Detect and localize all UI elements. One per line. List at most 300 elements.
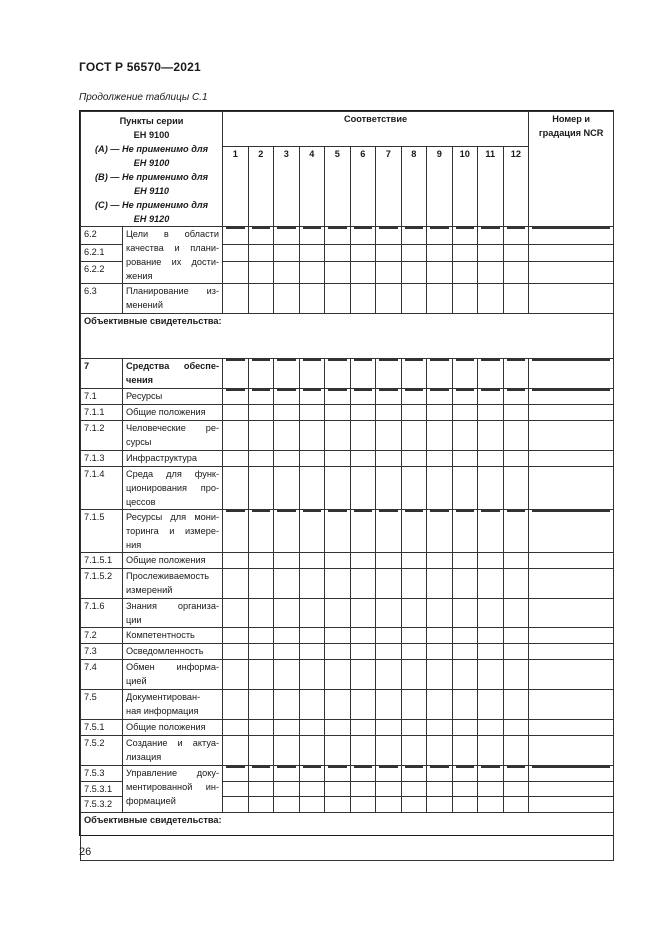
conformity-cell[interactable] xyxy=(452,553,478,569)
conformity-cell[interactable] xyxy=(274,389,300,405)
conformity-cell[interactable] xyxy=(401,720,427,736)
conformity-cell[interactable] xyxy=(376,553,402,569)
conformity-cell[interactable] xyxy=(248,599,274,628)
conformity-cell[interactable] xyxy=(478,421,504,451)
conformity-cell[interactable] xyxy=(503,553,529,569)
ncr-cell[interactable] xyxy=(529,451,614,467)
conformity-cell[interactable] xyxy=(350,359,376,389)
conformity-cell[interactable] xyxy=(503,244,529,261)
conformity-cell[interactable] xyxy=(299,451,325,467)
ncr-cell[interactable] xyxy=(529,736,614,766)
conformity-cell[interactable] xyxy=(223,628,249,644)
conformity-cell[interactable] xyxy=(452,628,478,644)
conformity-cell[interactable] xyxy=(503,227,529,245)
conformity-cell[interactable] xyxy=(376,628,402,644)
conformity-cell[interactable] xyxy=(478,284,504,314)
conformity-cell[interactable] xyxy=(376,690,402,720)
conformity-cell[interactable] xyxy=(427,244,453,261)
conformity-cell[interactable] xyxy=(401,553,427,569)
conformity-cell[interactable] xyxy=(223,510,249,553)
conformity-cell[interactable] xyxy=(452,389,478,405)
ncr-cell[interactable] xyxy=(529,797,614,813)
conformity-cell[interactable] xyxy=(223,569,249,599)
ncr-cell[interactable] xyxy=(529,261,614,283)
conformity-cell[interactable] xyxy=(427,451,453,467)
conformity-cell[interactable] xyxy=(427,227,453,245)
conformity-cell[interactable] xyxy=(452,660,478,690)
conformity-cell[interactable] xyxy=(503,467,529,510)
conformity-cell[interactable] xyxy=(223,421,249,451)
conformity-cell[interactable] xyxy=(503,389,529,405)
conformity-cell[interactable] xyxy=(350,690,376,720)
conformity-cell[interactable] xyxy=(248,766,274,782)
conformity-cell[interactable] xyxy=(248,389,274,405)
conformity-cell[interactable] xyxy=(376,421,402,451)
conformity-cell[interactable] xyxy=(299,797,325,813)
conformity-cell[interactable] xyxy=(401,261,427,283)
conformity-cell[interactable] xyxy=(503,720,529,736)
conformity-cell[interactable] xyxy=(325,389,351,405)
conformity-cell[interactable] xyxy=(248,451,274,467)
conformity-cell[interactable] xyxy=(452,644,478,660)
conformity-cell[interactable] xyxy=(299,261,325,283)
conformity-cell[interactable] xyxy=(274,628,300,644)
conformity-cell[interactable] xyxy=(299,660,325,690)
conformity-cell[interactable] xyxy=(325,405,351,421)
conformity-cell[interactable] xyxy=(274,405,300,421)
conformity-cell[interactable] xyxy=(376,467,402,510)
conformity-cell[interactable] xyxy=(478,261,504,283)
conformity-cell[interactable] xyxy=(299,736,325,766)
conformity-cell[interactable] xyxy=(223,690,249,720)
conformity-cell[interactable] xyxy=(376,569,402,599)
conformity-cell[interactable] xyxy=(299,227,325,245)
conformity-cell[interactable] xyxy=(350,720,376,736)
conformity-cell[interactable] xyxy=(350,451,376,467)
conformity-cell[interactable] xyxy=(503,736,529,766)
conformity-cell[interactable] xyxy=(223,227,249,245)
conformity-cell[interactable] xyxy=(452,766,478,782)
conformity-cell[interactable] xyxy=(223,389,249,405)
conformity-cell[interactable] xyxy=(248,405,274,421)
conformity-cell[interactable] xyxy=(478,227,504,245)
conformity-cell[interactable] xyxy=(401,599,427,628)
conformity-cell[interactable] xyxy=(223,797,249,813)
conformity-cell[interactable] xyxy=(478,599,504,628)
conformity-cell[interactable] xyxy=(350,628,376,644)
conformity-cell[interactable] xyxy=(274,660,300,690)
conformity-cell[interactable] xyxy=(248,569,274,599)
conformity-cell[interactable] xyxy=(248,284,274,314)
ncr-cell[interactable] xyxy=(529,720,614,736)
ncr-cell[interactable] xyxy=(529,569,614,599)
conformity-cell[interactable] xyxy=(503,451,529,467)
ncr-cell[interactable] xyxy=(529,389,614,405)
conformity-cell[interactable] xyxy=(478,766,504,782)
conformity-cell[interactable] xyxy=(427,736,453,766)
conformity-cell[interactable] xyxy=(452,569,478,599)
conformity-cell[interactable] xyxy=(325,797,351,813)
conformity-cell[interactable] xyxy=(427,421,453,451)
conformity-cell[interactable] xyxy=(248,797,274,813)
conformity-cell[interactable] xyxy=(299,766,325,782)
conformity-cell[interactable] xyxy=(350,553,376,569)
conformity-cell[interactable] xyxy=(325,284,351,314)
conformity-cell[interactable] xyxy=(401,244,427,261)
conformity-cell[interactable] xyxy=(478,736,504,766)
conformity-cell[interactable] xyxy=(350,782,376,797)
conformity-cell[interactable] xyxy=(478,405,504,421)
ncr-cell[interactable] xyxy=(529,405,614,421)
conformity-cell[interactable] xyxy=(503,797,529,813)
conformity-cell[interactable] xyxy=(401,644,427,660)
conformity-cell[interactable] xyxy=(427,766,453,782)
conformity-cell[interactable] xyxy=(503,644,529,660)
conformity-cell[interactable] xyxy=(325,227,351,245)
conformity-cell[interactable] xyxy=(401,510,427,553)
conformity-cell[interactable] xyxy=(248,421,274,451)
conformity-cell[interactable] xyxy=(452,244,478,261)
conformity-cell[interactable] xyxy=(248,467,274,510)
conformity-cell[interactable] xyxy=(427,660,453,690)
conformity-cell[interactable] xyxy=(401,766,427,782)
conformity-cell[interactable] xyxy=(376,644,402,660)
conformity-cell[interactable] xyxy=(274,421,300,451)
conformity-cell[interactable] xyxy=(248,510,274,553)
ncr-cell[interactable] xyxy=(529,227,614,245)
conformity-cell[interactable] xyxy=(376,451,402,467)
conformity-cell[interactable] xyxy=(350,644,376,660)
conformity-cell[interactable] xyxy=(478,553,504,569)
conformity-cell[interactable] xyxy=(274,599,300,628)
conformity-cell[interactable] xyxy=(325,782,351,797)
conformity-cell[interactable] xyxy=(452,782,478,797)
objective-evidence-label[interactable]: Объективные свидетельства: xyxy=(81,813,614,861)
conformity-cell[interactable] xyxy=(401,660,427,690)
conformity-cell[interactable] xyxy=(274,569,300,599)
conformity-cell[interactable] xyxy=(376,720,402,736)
conformity-cell[interactable] xyxy=(452,405,478,421)
conformity-cell[interactable] xyxy=(478,782,504,797)
conformity-cell[interactable] xyxy=(401,421,427,451)
conformity-cell[interactable] xyxy=(350,261,376,283)
conformity-cell[interactable] xyxy=(452,599,478,628)
conformity-cell[interactable] xyxy=(274,261,300,283)
ncr-cell[interactable] xyxy=(529,510,614,553)
conformity-cell[interactable] xyxy=(248,736,274,766)
conformity-cell[interactable] xyxy=(274,782,300,797)
conformity-cell[interactable] xyxy=(503,261,529,283)
conformity-cell[interactable] xyxy=(427,628,453,644)
conformity-cell[interactable] xyxy=(478,690,504,720)
conformity-cell[interactable] xyxy=(274,510,300,553)
conformity-cell[interactable] xyxy=(223,359,249,389)
conformity-cell[interactable] xyxy=(223,644,249,660)
conformity-cell[interactable] xyxy=(325,359,351,389)
conformity-cell[interactable] xyxy=(478,244,504,261)
conformity-cell[interactable] xyxy=(299,553,325,569)
conformity-cell[interactable] xyxy=(325,660,351,690)
conformity-cell[interactable] xyxy=(376,782,402,797)
conformity-cell[interactable] xyxy=(503,284,529,314)
ncr-cell[interactable] xyxy=(529,628,614,644)
conformity-cell[interactable] xyxy=(274,553,300,569)
conformity-cell[interactable] xyxy=(325,261,351,283)
conformity-cell[interactable] xyxy=(427,284,453,314)
conformity-cell[interactable] xyxy=(376,510,402,553)
conformity-cell[interactable] xyxy=(401,359,427,389)
conformity-cell[interactable] xyxy=(376,261,402,283)
conformity-cell[interactable] xyxy=(223,766,249,782)
conformity-cell[interactable] xyxy=(376,227,402,245)
conformity-cell[interactable] xyxy=(223,660,249,690)
conformity-cell[interactable] xyxy=(452,227,478,245)
conformity-cell[interactable] xyxy=(376,284,402,314)
conformity-cell[interactable] xyxy=(427,690,453,720)
conformity-cell[interactable] xyxy=(401,405,427,421)
conformity-cell[interactable] xyxy=(274,359,300,389)
conformity-cell[interactable] xyxy=(478,628,504,644)
conformity-cell[interactable] xyxy=(223,599,249,628)
conformity-cell[interactable] xyxy=(503,569,529,599)
conformity-cell[interactable] xyxy=(503,660,529,690)
conformity-cell[interactable] xyxy=(427,405,453,421)
conformity-cell[interactable] xyxy=(325,720,351,736)
conformity-cell[interactable] xyxy=(427,467,453,510)
conformity-cell[interactable] xyxy=(274,720,300,736)
conformity-cell[interactable] xyxy=(478,359,504,389)
conformity-cell[interactable] xyxy=(223,467,249,510)
conformity-cell[interactable] xyxy=(376,599,402,628)
conformity-cell[interactable] xyxy=(274,644,300,660)
conformity-cell[interactable] xyxy=(427,389,453,405)
conformity-cell[interactable] xyxy=(478,660,504,690)
conformity-cell[interactable] xyxy=(350,467,376,510)
conformity-cell[interactable] xyxy=(248,720,274,736)
conformity-cell[interactable] xyxy=(452,736,478,766)
conformity-cell[interactable] xyxy=(427,359,453,389)
conformity-cell[interactable] xyxy=(376,736,402,766)
conformity-cell[interactable] xyxy=(503,599,529,628)
conformity-cell[interactable] xyxy=(427,644,453,660)
conformity-cell[interactable] xyxy=(274,766,300,782)
conformity-cell[interactable] xyxy=(452,261,478,283)
conformity-cell[interactable] xyxy=(350,389,376,405)
conformity-cell[interactable] xyxy=(478,569,504,599)
conformity-cell[interactable] xyxy=(376,766,402,782)
conformity-cell[interactable] xyxy=(299,644,325,660)
conformity-cell[interactable] xyxy=(401,451,427,467)
conformity-cell[interactable] xyxy=(376,797,402,813)
conformity-cell[interactable] xyxy=(427,553,453,569)
conformity-cell[interactable] xyxy=(223,261,249,283)
conformity-cell[interactable] xyxy=(325,451,351,467)
conformity-cell[interactable] xyxy=(248,628,274,644)
conformity-cell[interactable] xyxy=(350,405,376,421)
conformity-cell[interactable] xyxy=(350,599,376,628)
conformity-cell[interactable] xyxy=(503,421,529,451)
conformity-cell[interactable] xyxy=(427,797,453,813)
ncr-cell[interactable] xyxy=(529,644,614,660)
conformity-cell[interactable] xyxy=(325,244,351,261)
ncr-cell[interactable] xyxy=(529,766,614,782)
conformity-cell[interactable] xyxy=(248,782,274,797)
conformity-cell[interactable] xyxy=(299,467,325,510)
conformity-cell[interactable] xyxy=(274,227,300,245)
conformity-cell[interactable] xyxy=(223,720,249,736)
ncr-cell[interactable] xyxy=(529,421,614,451)
conformity-cell[interactable] xyxy=(427,569,453,599)
conformity-cell[interactable] xyxy=(427,720,453,736)
conformity-cell[interactable] xyxy=(452,467,478,510)
conformity-cell[interactable] xyxy=(376,660,402,690)
ncr-cell[interactable] xyxy=(529,660,614,690)
conformity-cell[interactable] xyxy=(223,405,249,421)
conformity-cell[interactable] xyxy=(401,467,427,510)
conformity-cell[interactable] xyxy=(350,421,376,451)
conformity-cell[interactable] xyxy=(478,720,504,736)
conformity-cell[interactable] xyxy=(248,660,274,690)
conformity-cell[interactable] xyxy=(299,569,325,599)
conformity-cell[interactable] xyxy=(452,421,478,451)
ncr-cell[interactable] xyxy=(529,782,614,797)
conformity-cell[interactable] xyxy=(376,389,402,405)
conformity-cell[interactable] xyxy=(223,244,249,261)
conformity-cell[interactable] xyxy=(376,359,402,389)
conformity-cell[interactable] xyxy=(452,284,478,314)
conformity-cell[interactable] xyxy=(223,553,249,569)
conformity-cell[interactable] xyxy=(401,690,427,720)
conformity-cell[interactable] xyxy=(248,227,274,245)
conformity-cell[interactable] xyxy=(503,766,529,782)
conformity-cell[interactable] xyxy=(299,782,325,797)
ncr-cell[interactable] xyxy=(529,553,614,569)
conformity-cell[interactable] xyxy=(325,467,351,510)
conformity-cell[interactable] xyxy=(299,284,325,314)
conformity-cell[interactable] xyxy=(274,467,300,510)
conformity-cell[interactable] xyxy=(248,244,274,261)
ncr-cell[interactable] xyxy=(529,690,614,720)
conformity-cell[interactable] xyxy=(401,782,427,797)
conformity-cell[interactable] xyxy=(478,451,504,467)
conformity-cell[interactable] xyxy=(325,510,351,553)
conformity-cell[interactable] xyxy=(248,553,274,569)
conformity-cell[interactable] xyxy=(452,690,478,720)
conformity-cell[interactable] xyxy=(478,644,504,660)
conformity-cell[interactable] xyxy=(299,599,325,628)
conformity-cell[interactable] xyxy=(325,421,351,451)
conformity-cell[interactable] xyxy=(325,569,351,599)
conformity-cell[interactable] xyxy=(223,736,249,766)
conformity-cell[interactable] xyxy=(350,569,376,599)
conformity-cell[interactable] xyxy=(299,359,325,389)
conformity-cell[interactable] xyxy=(325,766,351,782)
conformity-cell[interactable] xyxy=(274,736,300,766)
conformity-cell[interactable] xyxy=(401,736,427,766)
conformity-cell[interactable] xyxy=(274,690,300,720)
conformity-cell[interactable] xyxy=(350,510,376,553)
conformity-cell[interactable] xyxy=(478,389,504,405)
conformity-cell[interactable] xyxy=(376,405,402,421)
conformity-cell[interactable] xyxy=(401,628,427,644)
objective-evidence-label[interactable]: Объективные свидетельства: xyxy=(81,314,614,359)
conformity-cell[interactable] xyxy=(452,451,478,467)
conformity-cell[interactable] xyxy=(274,244,300,261)
conformity-cell[interactable] xyxy=(503,359,529,389)
conformity-cell[interactable] xyxy=(503,782,529,797)
conformity-cell[interactable] xyxy=(299,244,325,261)
conformity-cell[interactable] xyxy=(325,736,351,766)
conformity-cell[interactable] xyxy=(350,227,376,245)
conformity-cell[interactable] xyxy=(427,261,453,283)
conformity-cell[interactable] xyxy=(299,628,325,644)
conformity-cell[interactable] xyxy=(376,244,402,261)
conformity-cell[interactable] xyxy=(274,284,300,314)
ncr-cell[interactable] xyxy=(529,599,614,628)
conformity-cell[interactable] xyxy=(401,797,427,813)
conformity-cell[interactable] xyxy=(350,660,376,690)
conformity-cell[interactable] xyxy=(299,389,325,405)
conformity-cell[interactable] xyxy=(478,797,504,813)
conformity-cell[interactable] xyxy=(299,720,325,736)
conformity-cell[interactable] xyxy=(325,628,351,644)
conformity-cell[interactable] xyxy=(299,405,325,421)
ncr-cell[interactable] xyxy=(529,359,614,389)
conformity-cell[interactable] xyxy=(503,628,529,644)
conformity-cell[interactable] xyxy=(478,510,504,553)
conformity-cell[interactable] xyxy=(401,227,427,245)
conformity-cell[interactable] xyxy=(248,690,274,720)
ncr-cell[interactable] xyxy=(529,467,614,510)
conformity-cell[interactable] xyxy=(503,510,529,553)
conformity-cell[interactable] xyxy=(452,720,478,736)
conformity-cell[interactable] xyxy=(427,599,453,628)
conformity-cell[interactable] xyxy=(452,510,478,553)
conformity-cell[interactable] xyxy=(401,389,427,405)
conformity-cell[interactable] xyxy=(223,284,249,314)
conformity-cell[interactable] xyxy=(299,690,325,720)
ncr-cell[interactable] xyxy=(529,244,614,261)
conformity-cell[interactable] xyxy=(248,644,274,660)
conformity-cell[interactable] xyxy=(325,599,351,628)
conformity-cell[interactable] xyxy=(350,244,376,261)
conformity-cell[interactable] xyxy=(350,797,376,813)
conformity-cell[interactable] xyxy=(350,284,376,314)
conformity-cell[interactable] xyxy=(248,261,274,283)
conformity-cell[interactable] xyxy=(299,421,325,451)
conformity-cell[interactable] xyxy=(223,782,249,797)
conformity-cell[interactable] xyxy=(427,782,453,797)
conformity-cell[interactable] xyxy=(503,405,529,421)
ncr-cell[interactable] xyxy=(529,284,614,314)
conformity-cell[interactable] xyxy=(325,644,351,660)
conformity-cell[interactable] xyxy=(223,451,249,467)
conformity-cell[interactable] xyxy=(325,690,351,720)
conformity-cell[interactable] xyxy=(299,510,325,553)
conformity-cell[interactable] xyxy=(478,467,504,510)
conformity-cell[interactable] xyxy=(325,553,351,569)
conformity-cell[interactable] xyxy=(248,359,274,389)
conformity-cell[interactable] xyxy=(350,736,376,766)
conformity-cell[interactable] xyxy=(503,690,529,720)
conformity-cell[interactable] xyxy=(427,510,453,553)
conformity-cell[interactable] xyxy=(350,766,376,782)
conformity-cell[interactable] xyxy=(452,359,478,389)
conformity-cell[interactable] xyxy=(401,284,427,314)
conformity-cell[interactable] xyxy=(452,797,478,813)
conformity-cell[interactable] xyxy=(274,451,300,467)
conformity-cell[interactable] xyxy=(274,797,300,813)
